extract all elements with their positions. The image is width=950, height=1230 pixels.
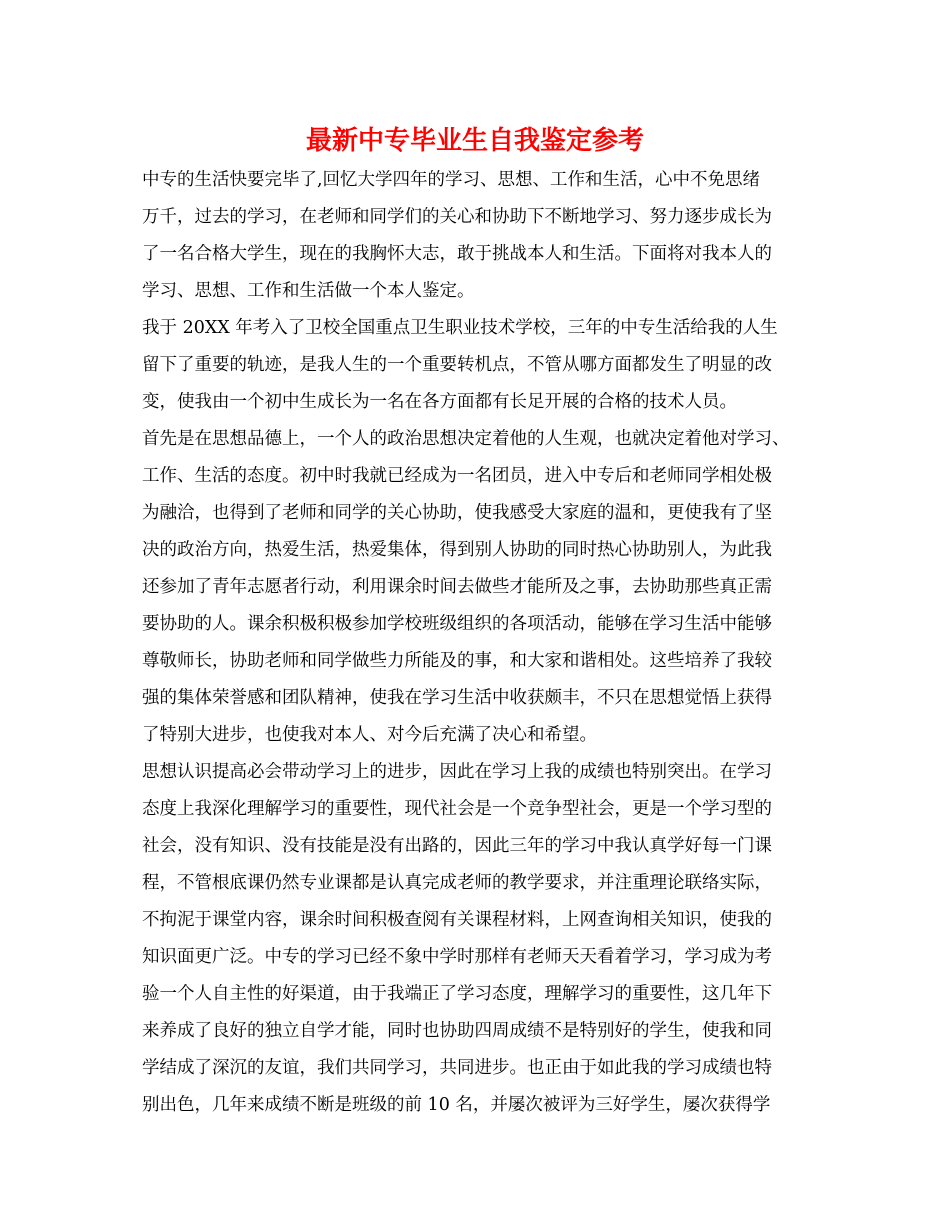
body-line: 我于 20XX 年考入了卫校全国重点卫生职业技术学校，三年的中专生活给我的人生 (142, 318, 778, 338)
body-line: 思想认识提高必会带动学习上的进步，因此在学习上我的成绩也特别突出。在学习 (142, 762, 772, 782)
body-line: 工作、生活的态度。初中时我就已经成为一名团员，进入中专后和老师同学相处极 (142, 466, 772, 486)
body-line: 为融洽，也得到了老师和同学的关心协助，使我感受大家庭的温和，更使我有了坚 (142, 503, 772, 523)
body-line: 了一名合格大学生，现在的我胸怀大志，敢于挑战本人和生活。下面将对我本人的 (142, 244, 772, 264)
document-body (142, 162, 826, 1124)
body-line: 学结成了深沉的友谊，我们共同学习，共同进步。也正由于如此我的学习成绩也特 (142, 1058, 772, 1078)
body-line: 要协助的人。课余积极积极参加学校班级组织的各项活动，能够在学习生活中能够 (142, 614, 772, 634)
body-line: 留下了重要的轨迹，是我人生的一个重要转机点，不管从哪方面都发生了明显的改 (142, 355, 772, 375)
body-line: 中专的生活快要完毕了,回忆大学四年的学习、思想、工作和生活，心中不免思绪 (142, 170, 761, 190)
body-line: 态度上我深化理解学习的重要性，现代社会是一个竞争型社会，更是一个学习型的 (142, 799, 772, 819)
body-line: 别出色，几年来成绩不断是班级的前 10 名，并屡次被评为三好学生，屡次获得学 (142, 1095, 771, 1115)
body-line: 验一个人自主性的好渠道，由于我端正了学习态度，理解学习的重要性，这几年下 (142, 984, 772, 1004)
body-line: 来养成了良好的独立自学才能，同时也协助四周成绩不是特别好的学生，使我和同 (142, 1021, 772, 1041)
body-line: 了特别大进步，也使我对本人、对今后充满了决心和希望。 (142, 725, 597, 745)
body-line: 知识面更广泛。中专的学习已经不象中学时那样有老师天天看着学习，学习成为考 (142, 947, 772, 967)
body-line: 学习、思想、工作和生活做一个本人鉴定。 (142, 281, 475, 301)
body-line: 变，使我由一个初中生成长为一名在各方面都有长足开展的合格的技术人员。 (142, 392, 737, 412)
body-line: 不拘泥于课堂内容，课余时间积极查阅有关课程材料，上网查询相关知识，使我的 (142, 910, 772, 930)
body-line: 决的政治方向，热爱生活，热爱集体，得到别人协助的同时热心协助别人，为此我 (142, 540, 772, 560)
body-line: 还参加了青年志愿者行动，利用课余时间去做些才能所及之事，去协助那些真正需 (142, 577, 772, 597)
document-title: 最新中专毕业生自我鉴定参考 (305, 126, 644, 156)
body-line: 程，不管根底课仍然专业课都是认真完成老师的教学要求，并注重理论联络实际， (142, 873, 772, 893)
body-line: 强的集体荣誉感和团队精神，使我在学习生活中收获颇丰，不只在思想觉悟上获得 (142, 688, 772, 708)
body-line: 万千，过去的学习，在老师和同学们的关心和协助下不断地学习、努力逐步成长为 (142, 207, 772, 227)
body-line: 首先是在思想品德上，一个人的政治思想决定着他的人生观，也就决定着他对学习、 (142, 429, 790, 449)
body-line: 尊敬师长，协助老师和同学做些力所能及的事，和大家和谐相处。这些培养了我较 (142, 651, 772, 671)
body-line: 社会，没有知识、没有技能是没有出路的，因此三年的学习中我认真学好每一门课 (142, 836, 772, 856)
